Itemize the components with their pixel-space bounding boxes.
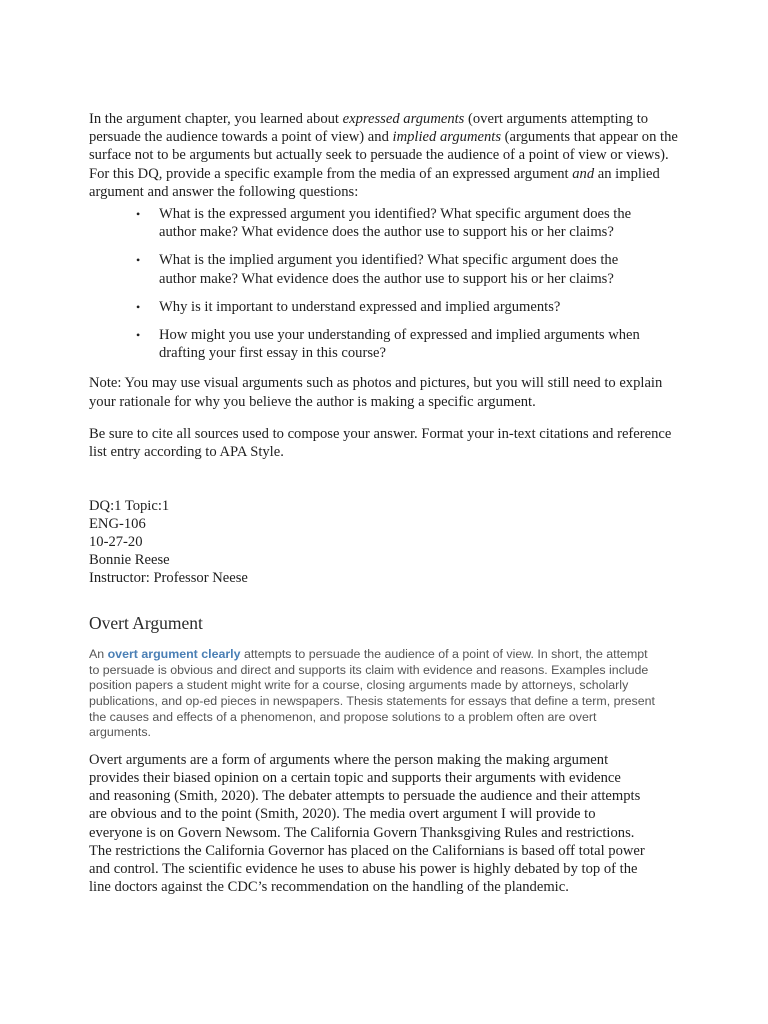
question-list	[136, 205, 659, 362]
citation-paragraph: Be sure to cite all sources used to compose your answer. Format your in-text citations and reference list entry according to APA Style.	[89, 425, 672, 461]
note-paragraph: Note: You may use visual arguments such as photos and pictures, but you will still need to explain your rationale for why you believe the author is making a specific argument.	[89, 375, 663, 410]
body-paragraph: Overt arguments are a form of arguments where the person making the making argument provides their biased opinion on a certain topic and supports their arguments with evidence and reasoning (Smith, 2020). The debater attempts to persuade the audience and their attempts are obvious and to the point (Smith, 2020). The media overt argument I will provide to everyone is on Govern Newsom. The California Govern Thanksgiving Rules and restrictions. The restrictions the California Governor has placed on the Californians is based off total power and control. The scientific evidence he uses to abuse his power is highly debated by top of the line doctors against the CDC’s recommendation on the handling of the plandemic.	[89, 751, 645, 896]
question-item	[136, 298, 659, 316]
author-name: Bonnie Reese	[89, 552, 170, 569]
question-text: What is the expressed argument you identified? What specific argument does the author make? What evidence does the author use to support his or her claims?	[159, 206, 632, 241]
quoted-definition	[89, 647, 657, 741]
instructor-line: Instructor: Professor Neese	[89, 570, 248, 587]
question-text: What is the implied argument you identified? What specific argument does the author make? What evidence does the author use to support his or her claims?	[159, 252, 619, 287]
section-heading: Overt Argument	[89, 613, 203, 634]
overt-argument-link[interactable]: overt argument clearly	[107, 647, 241, 662]
document-page	[89, 110, 689, 896]
intro-expressed-arguments: expressed arguments	[342, 111, 465, 127]
intro-implied-arguments: implied arguments	[392, 129, 502, 146]
bullet-icon: •	[136, 207, 141, 222]
quote-text: An	[89, 647, 108, 662]
bullet-icon: •	[136, 299, 141, 314]
intro-text: an implied argument and answer the following questions:	[89, 165, 660, 200]
course-line: ENG-106	[89, 516, 146, 533]
bullet-icon: •	[136, 253, 141, 268]
author-info	[89, 497, 689, 587]
question-text: Why is it important to understand expressed and implied arguments?	[159, 298, 561, 315]
intro-text: (arguments that appear on the surface not to be arguments but actually seek to persuade the audience of a point of view or views). For this DQ, provide a specific example from the media of an expressed argument	[89, 129, 678, 182]
quote-text: attempts to persuade the audience of a point of view. In short, the attempt to persuade is obvious and direct and supports its claim with evidence and reasons. Examples include position papers a student might write for a course, closing arguments made by attorneys, scholarly publications, and op-ed pieces in newspapers. Thesis statements for essays that define a term, present the causes and effects of a phenomenon, and propose solutions to a problem often are overt arguments.	[89, 647, 655, 740]
intro-text: In the argument chapter, you learned about	[89, 111, 343, 127]
bullet-icon: •	[136, 328, 141, 343]
date-line: 10-27-20	[89, 534, 143, 551]
question-item	[136, 326, 659, 362]
intro-text: (overt arguments attempting to persuade the audience towards a point of view) and	[89, 111, 649, 146]
topic-line: DQ:1 Topic:1	[89, 498, 170, 515]
question-text: How might you use your understanding of expressed and implied arguments when drafting your first essay in this course?	[159, 327, 640, 362]
question-item	[136, 251, 659, 287]
intro-paragraph	[89, 110, 689, 201]
question-item	[136, 205, 659, 241]
intro-and: and	[572, 165, 595, 182]
